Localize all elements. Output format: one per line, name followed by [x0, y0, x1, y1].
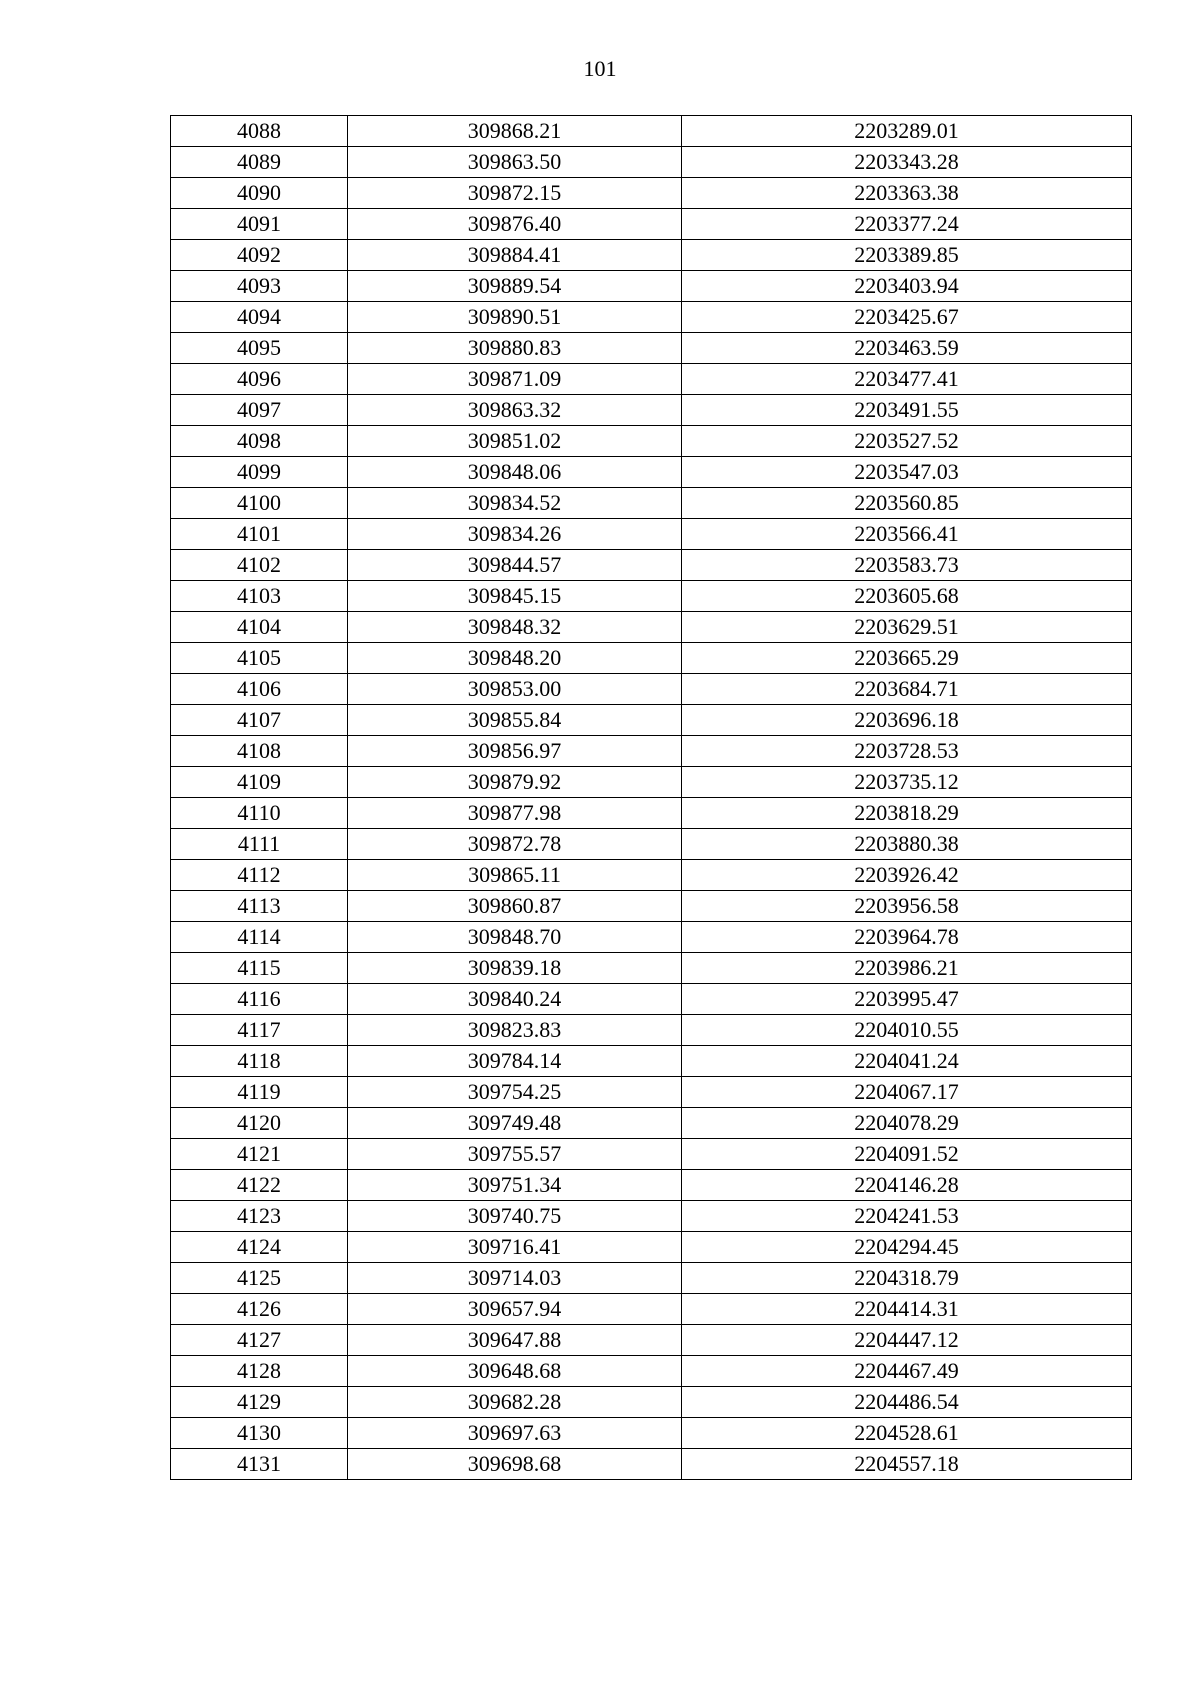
x-coordinate-cell: 309872.15: [348, 178, 682, 209]
x-coordinate-cell: 309697.63: [348, 1418, 682, 1449]
y-coordinate-cell: 2203566.41: [682, 519, 1132, 550]
y-coordinate-cell: 2203880.38: [682, 829, 1132, 860]
x-coordinate-cell: 309890.51: [348, 302, 682, 333]
point-number-cell: 4101: [171, 519, 348, 550]
point-number-cell: 4098: [171, 426, 348, 457]
y-coordinate-cell: 2203605.68: [682, 581, 1132, 612]
y-coordinate-cell: 2203425.67: [682, 302, 1132, 333]
point-number-cell: 4088: [171, 116, 348, 147]
point-number-cell: 4122: [171, 1170, 348, 1201]
table-row: [171, 1263, 1132, 1294]
x-coordinate-cell: 309848.06: [348, 457, 682, 488]
x-coordinate-cell: 309889.54: [348, 271, 682, 302]
table-row: [171, 1387, 1132, 1418]
table-row: [171, 1418, 1132, 1449]
y-coordinate-cell: 2204467.49: [682, 1356, 1132, 1387]
point-number-cell: 4123: [171, 1201, 348, 1232]
x-coordinate-cell: 309647.88: [348, 1325, 682, 1356]
x-coordinate-cell: 309716.41: [348, 1232, 682, 1263]
point-number-cell: 4110: [171, 798, 348, 829]
table-row: [171, 1139, 1132, 1170]
point-number-cell: 4107: [171, 705, 348, 736]
y-coordinate-cell: 2204146.28: [682, 1170, 1132, 1201]
table-row: [171, 271, 1132, 302]
x-coordinate-cell: 309856.97: [348, 736, 682, 767]
x-coordinate-cell: 309648.68: [348, 1356, 682, 1387]
y-coordinate-cell: 2203343.28: [682, 147, 1132, 178]
y-coordinate-cell: 2203964.78: [682, 922, 1132, 953]
coordinate-table-body: [171, 116, 1132, 1480]
table-row: [171, 178, 1132, 209]
y-coordinate-cell: 2203696.18: [682, 705, 1132, 736]
y-coordinate-cell: 2203735.12: [682, 767, 1132, 798]
y-coordinate-cell: 2204414.31: [682, 1294, 1132, 1325]
table-row: [171, 302, 1132, 333]
x-coordinate-cell: 309848.20: [348, 643, 682, 674]
table-row: [171, 767, 1132, 798]
table-row: [171, 395, 1132, 426]
x-coordinate-cell: 309844.57: [348, 550, 682, 581]
y-coordinate-cell: 2203629.51: [682, 612, 1132, 643]
page-number: 101: [583, 56, 617, 81]
point-number-cell: 4090: [171, 178, 348, 209]
x-coordinate-cell: 309871.09: [348, 364, 682, 395]
table-row: [171, 705, 1132, 736]
point-number-cell: 4092: [171, 240, 348, 271]
point-number-cell: 4130: [171, 1418, 348, 1449]
x-coordinate-cell: 309755.57: [348, 1139, 682, 1170]
table-row: [171, 1325, 1132, 1356]
y-coordinate-cell: 2204447.12: [682, 1325, 1132, 1356]
x-coordinate-cell: 309682.28: [348, 1387, 682, 1418]
point-number-cell: 4099: [171, 457, 348, 488]
y-coordinate-cell: 2204041.24: [682, 1046, 1132, 1077]
table-row: [171, 1108, 1132, 1139]
point-number-cell: 4096: [171, 364, 348, 395]
x-coordinate-cell: 309855.84: [348, 705, 682, 736]
y-coordinate-cell: 2203547.03: [682, 457, 1132, 488]
x-coordinate-cell: 309848.70: [348, 922, 682, 953]
x-coordinate-cell: 309877.98: [348, 798, 682, 829]
y-coordinate-cell: 2203363.38: [682, 178, 1132, 209]
y-coordinate-cell: 2203389.85: [682, 240, 1132, 271]
y-coordinate-cell: 2204294.45: [682, 1232, 1132, 1263]
y-coordinate-cell: 2204528.61: [682, 1418, 1132, 1449]
table-row: [171, 147, 1132, 178]
y-coordinate-cell: 2203403.94: [682, 271, 1132, 302]
point-number-cell: 4120: [171, 1108, 348, 1139]
x-coordinate-cell: 309880.83: [348, 333, 682, 364]
x-coordinate-cell: 309863.50: [348, 147, 682, 178]
table-row: [171, 1294, 1132, 1325]
table-row: [171, 922, 1132, 953]
point-number-cell: 4117: [171, 1015, 348, 1046]
point-number-cell: 4114: [171, 922, 348, 953]
x-coordinate-cell: 309784.14: [348, 1046, 682, 1077]
x-coordinate-cell: 309754.25: [348, 1077, 682, 1108]
table-row: [171, 643, 1132, 674]
y-coordinate-cell: 2204557.18: [682, 1449, 1132, 1480]
point-number-cell: 4089: [171, 147, 348, 178]
point-number-cell: 4093: [171, 271, 348, 302]
x-coordinate-cell: 309879.92: [348, 767, 682, 798]
table-row: [171, 209, 1132, 240]
point-number-cell: 4108: [171, 736, 348, 767]
x-coordinate-cell: 309698.68: [348, 1449, 682, 1480]
x-coordinate-cell: 309868.21: [348, 116, 682, 147]
table-row: [171, 1046, 1132, 1077]
x-coordinate-cell: 309884.41: [348, 240, 682, 271]
point-number-cell: 4131: [171, 1449, 348, 1480]
y-coordinate-cell: 2204010.55: [682, 1015, 1132, 1046]
point-number-cell: 4124: [171, 1232, 348, 1263]
table-row: [171, 736, 1132, 767]
y-coordinate-cell: 2203995.47: [682, 984, 1132, 1015]
table-row: [171, 953, 1132, 984]
y-coordinate-cell: 2203583.73: [682, 550, 1132, 581]
x-coordinate-cell: 309834.52: [348, 488, 682, 519]
table-row: [171, 829, 1132, 860]
y-coordinate-cell: 2203728.53: [682, 736, 1132, 767]
table-row: [171, 1201, 1132, 1232]
y-coordinate-cell: 2203956.58: [682, 891, 1132, 922]
point-number-cell: 4095: [171, 333, 348, 364]
table-row: [171, 798, 1132, 829]
x-coordinate-cell: 309740.75: [348, 1201, 682, 1232]
x-coordinate-cell: 309876.40: [348, 209, 682, 240]
table-row: [171, 612, 1132, 643]
y-coordinate-cell: 2203665.29: [682, 643, 1132, 674]
x-coordinate-cell: 309848.32: [348, 612, 682, 643]
point-number-cell: 4125: [171, 1263, 348, 1294]
point-number-cell: 4113: [171, 891, 348, 922]
point-number-cell: 4102: [171, 550, 348, 581]
point-number-cell: 4112: [171, 860, 348, 891]
point-number-cell: 4119: [171, 1077, 348, 1108]
y-coordinate-cell: 2203560.85: [682, 488, 1132, 519]
table-row: [171, 333, 1132, 364]
table-row: [171, 1170, 1132, 1201]
y-coordinate-cell: 2204091.52: [682, 1139, 1132, 1170]
y-coordinate-cell: 2204318.79: [682, 1263, 1132, 1294]
x-coordinate-cell: 309845.15: [348, 581, 682, 612]
y-coordinate-cell: 2204067.17: [682, 1077, 1132, 1108]
y-coordinate-cell: 2204241.53: [682, 1201, 1132, 1232]
x-coordinate-cell: 309751.34: [348, 1170, 682, 1201]
point-number-cell: 4104: [171, 612, 348, 643]
y-coordinate-cell: 2203463.59: [682, 333, 1132, 364]
point-number-cell: 4097: [171, 395, 348, 426]
table-row: [171, 1077, 1132, 1108]
point-number-cell: 4111: [171, 829, 348, 860]
table-row: [171, 1015, 1132, 1046]
point-number-cell: 4129: [171, 1387, 348, 1418]
y-coordinate-cell: 2203986.21: [682, 953, 1132, 984]
y-coordinate-cell: 2203684.71: [682, 674, 1132, 705]
table-row: [171, 519, 1132, 550]
point-number-cell: 4115: [171, 953, 348, 984]
point-number-cell: 4091: [171, 209, 348, 240]
x-coordinate-cell: 309839.18: [348, 953, 682, 984]
y-coordinate-cell: 2203926.42: [682, 860, 1132, 891]
table-row: [171, 1232, 1132, 1263]
y-coordinate-cell: 2203289.01: [682, 116, 1132, 147]
x-coordinate-cell: 309853.00: [348, 674, 682, 705]
table-row: [171, 457, 1132, 488]
y-coordinate-cell: 2203477.41: [682, 364, 1132, 395]
table-row: [171, 674, 1132, 705]
table-row: [171, 426, 1132, 457]
x-coordinate-cell: 309863.32: [348, 395, 682, 426]
table-row: [171, 116, 1132, 147]
point-number-cell: 4109: [171, 767, 348, 798]
point-number-cell: 4116: [171, 984, 348, 1015]
x-coordinate-cell: 309834.26: [348, 519, 682, 550]
x-coordinate-cell: 309714.03: [348, 1263, 682, 1294]
x-coordinate-cell: 309823.83: [348, 1015, 682, 1046]
y-coordinate-cell: 2204486.54: [682, 1387, 1132, 1418]
table-row: [171, 488, 1132, 519]
point-number-cell: 4118: [171, 1046, 348, 1077]
y-coordinate-cell: 2203377.24: [682, 209, 1132, 240]
y-coordinate-cell: 2203491.55: [682, 395, 1132, 426]
x-coordinate-cell: 309865.11: [348, 860, 682, 891]
table-row: [171, 364, 1132, 395]
point-number-cell: 4121: [171, 1139, 348, 1170]
coordinate-table: [170, 115, 1132, 1480]
point-number-cell: 4105: [171, 643, 348, 674]
y-coordinate-cell: 2203818.29: [682, 798, 1132, 829]
table-row: [171, 1449, 1132, 1480]
x-coordinate-cell: 309749.48: [348, 1108, 682, 1139]
point-number-cell: 4103: [171, 581, 348, 612]
point-number-cell: 4127: [171, 1325, 348, 1356]
point-number-cell: 4126: [171, 1294, 348, 1325]
point-number-cell: 4106: [171, 674, 348, 705]
table-row: [171, 891, 1132, 922]
x-coordinate-cell: 309657.94: [348, 1294, 682, 1325]
x-coordinate-cell: 309851.02: [348, 426, 682, 457]
table-row: [171, 581, 1132, 612]
table-row: [171, 1356, 1132, 1387]
point-number-cell: 4094: [171, 302, 348, 333]
y-coordinate-cell: 2204078.29: [682, 1108, 1132, 1139]
x-coordinate-cell: 309840.24: [348, 984, 682, 1015]
table-row: [171, 860, 1132, 891]
table-row: [171, 240, 1132, 271]
x-coordinate-cell: 309872.78: [348, 829, 682, 860]
point-number-cell: 4100: [171, 488, 348, 519]
y-coordinate-cell: 2203527.52: [682, 426, 1132, 457]
table-row: [171, 550, 1132, 581]
x-coordinate-cell: 309860.87: [348, 891, 682, 922]
point-number-cell: 4128: [171, 1356, 348, 1387]
table-row: [171, 984, 1132, 1015]
